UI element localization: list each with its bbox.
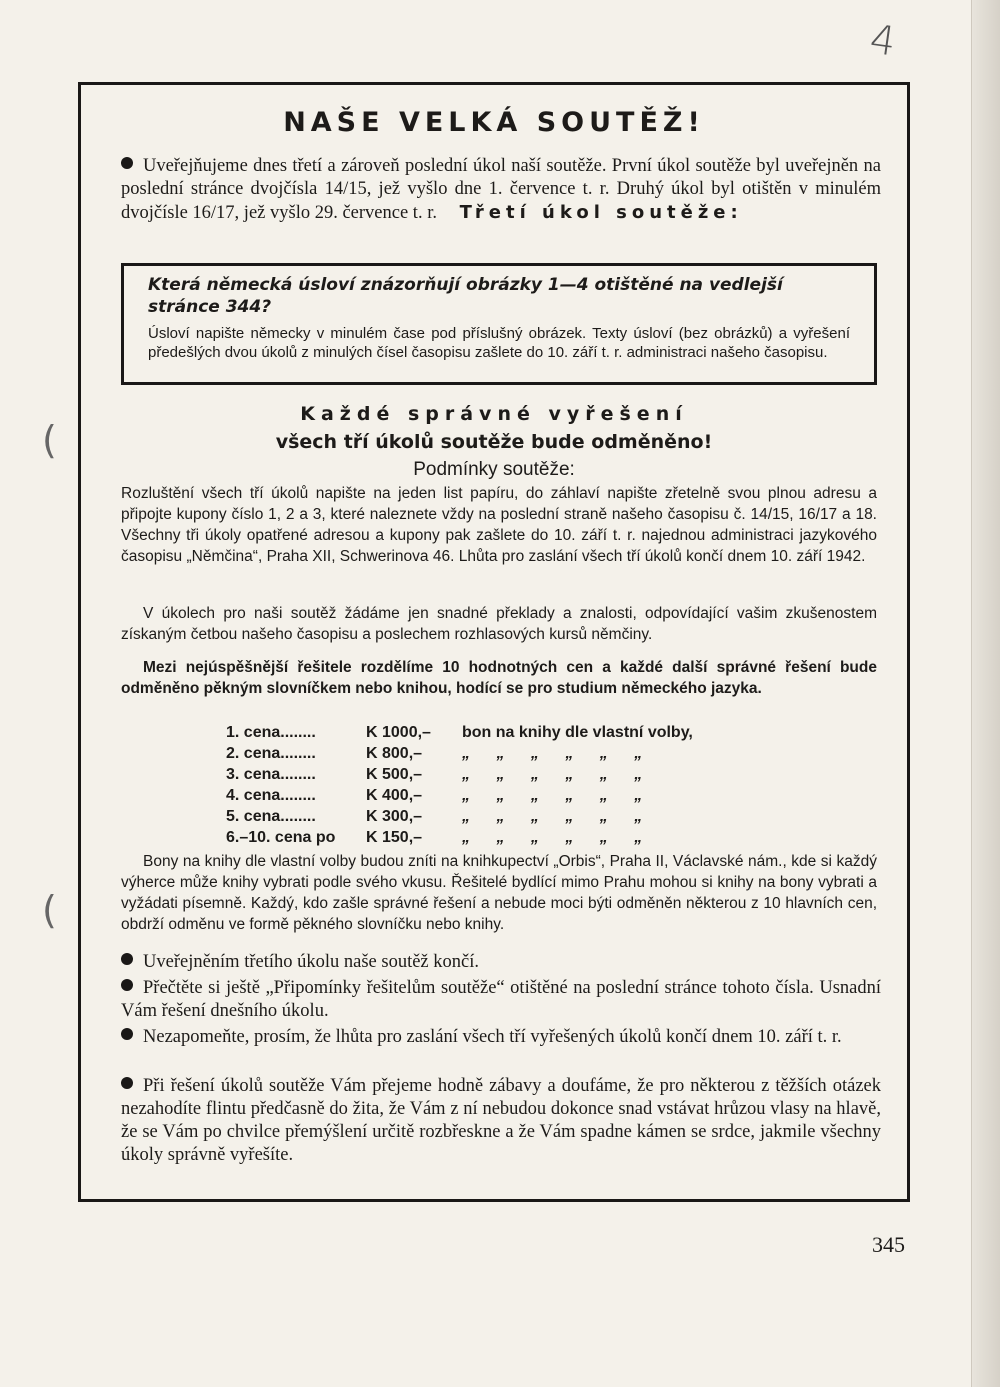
prize-table xyxy=(226,722,756,848)
prize-note: „ „ „ „ „ „ xyxy=(462,744,643,762)
prize-amount: K 800,– xyxy=(366,744,423,762)
bullet-text: Nezapomeňte, prosím, že lhůta pro zaslání všech tří vyřešených úkolů končí dnem 10. září t. r. xyxy=(143,1027,842,1047)
bullet-icon xyxy=(121,953,133,965)
handwritten-mark: 4 xyxy=(866,16,899,66)
prize-rank: 3. cena........ xyxy=(226,765,316,783)
bullet-text: Uveřejněním třetího úkolu naše soutěž končí. xyxy=(143,952,479,972)
intro-text: Uveřejňujeme dnes třetí a zároveň poslední úkol naší soutěže. První úkol soutěže byl uveřejněn na poslední stránce dvojčísla 14/15, jež vyšlo dne 1. července t. r. Druhý úkol byl otištěn v minulém dvojčísle 16/17, jež vyšlo 29. července t. r. xyxy=(121,156,881,223)
reward-heading-line2: všech tří úkolů soutěže bude odměněno! xyxy=(275,431,713,453)
bullet-icon xyxy=(121,1077,133,1089)
reward-heading-line1: Každé správné vyřešení xyxy=(300,403,688,425)
task-instructions: Úsloví napište německy v minulém čase pod příslušný obrázek. Texty úsloví (bez obrázků) a vyřešení předešlých dvou úkolů z minulých čísel časopisu zašlete do 10. září t. r. administraci našeho časopisu. xyxy=(148,325,850,361)
intro-paragraph xyxy=(121,155,881,225)
prize-row xyxy=(226,743,756,764)
closing-bullet xyxy=(121,951,881,974)
bullet-icon xyxy=(121,157,133,169)
prize-rank: 4. cena........ xyxy=(226,786,316,804)
prize-note: „ „ „ „ „ „ xyxy=(462,786,643,804)
page-title: NAŠE VELKÁ SOUTĚŽ! xyxy=(283,107,705,138)
prize-row xyxy=(226,806,756,827)
punch-hole-icon: ( xyxy=(42,888,57,932)
prize-row xyxy=(226,827,756,848)
task-question: Která německá úsloví znázorňují obrázky 1—4 otištěné na vedlejší stránce 344? xyxy=(148,275,783,317)
bullet-icon xyxy=(121,979,133,991)
prize-rank: 6.–10. cena po xyxy=(226,828,336,846)
closing-bullet xyxy=(121,1075,881,1167)
bullet-text: Při řešení úkolů soutěže Vám přejeme hodně zábavy a doufáme, že pro některou z těžších otázek nezahodíte flintu předčasně do žita, že Vám z ní nebudou dokonce snad vstávat hrůzou vlasy na hlavě, že se Vám po chvilce přemýšlení určitě rozbřeskne a že Vám spadne kámen se srdce, jakmile všechny úkoly správně vyřešíte. xyxy=(121,1076,881,1165)
prize-amount: K 150,– xyxy=(366,828,423,846)
prize-rank: 1. cena........ xyxy=(226,723,316,741)
bullet-text: Přečtěte si ještě „Připomínky řešitelům soutěže“ otištěné na poslední stránce tohoto čísla. Usnadní Vám řešení dnešního úkolu. xyxy=(121,978,881,1021)
prize-note: „ „ „ „ „ „ xyxy=(462,807,643,825)
prize-note: „ „ „ „ „ „ xyxy=(462,765,643,783)
conditions-paragraph-2: V úkolech pro naši soutěž žádáme jen snadné překlady a znalosti, odpovídající vašim zkušenostem získaným četbou našeho časopisu a poslechem rozhlasových kursů němčiny. xyxy=(121,605,877,643)
bullet-icon xyxy=(121,1028,133,1040)
prize-note: „ „ „ „ „ „ xyxy=(462,828,643,846)
third-task-heading: Třetí úkol soutěže: xyxy=(459,202,743,223)
closing-bullet xyxy=(121,1026,881,1049)
prize-row xyxy=(226,722,756,743)
prize-row xyxy=(226,785,756,806)
conditions-title: Podmínky soutěže: xyxy=(413,459,575,480)
prize-amount: K 500,– xyxy=(366,765,423,783)
prize-rank: 2. cena........ xyxy=(226,744,316,762)
conditions-paragraph-3: Mezi nejúspěšnější řešitele rozdělíme 10 hodnotných cen a každé další správné řešení bude odměněno pěkným slovníčkem nebo knihou, hodící se pro studium německého jazyka. xyxy=(121,659,877,697)
contest-frame xyxy=(78,82,910,1202)
prize-amount: K 400,– xyxy=(366,786,423,804)
prize-row xyxy=(226,764,756,785)
page-number: 345 xyxy=(872,1232,905,1257)
punch-hole-icon: ( xyxy=(42,418,57,462)
prize-rank: 5. cena........ xyxy=(226,807,316,825)
prize-amount: K 1000,– xyxy=(366,723,431,741)
prize-amount: K 300,– xyxy=(366,807,423,825)
closing-bullet xyxy=(121,977,881,1023)
page-edge xyxy=(971,0,1000,1387)
conditions-paragraph-1: Rozluštění všech tří úkolů napište na jeden list papíru, do záhlaví napište zřetelně svou plnou adresu a připojte kupony číslo 1, 2 a 3, které naleznete vždy na poslední straně našeho časopisu č. 14/15, 16/17 a 18. Všechny tři úkoly opatřené adresou a kupony pak zašlete do 10. září t. r. najednou administraci jazykového časopisu „Němčina“, Praha XII, Schwerinova 46. Lhůta pro zaslání všech tří úkolů končí dnem 10. září 1942. xyxy=(121,485,877,565)
vouchers-paragraph: Bony na knihy dle vlastní volby budou zníti na knihkupectví „Orbis“, Praha II, Václavské nám., kde si každý výherce může knihy vybrati podle svého vkusu. Řešitelé bydlící mimo Prahu mohou si knihy na bony vybrati a vyžádati písemně. Každý, kdo zašle správné řešení a nebude moci býti odměněn některou z 10 hlavních cen, obdrží odměnu ve formě pěkného slovníčku nebo knihy. xyxy=(121,853,877,933)
task-box xyxy=(121,263,877,385)
prize-note: bon na knihy dle vlastní volby, xyxy=(462,723,693,741)
